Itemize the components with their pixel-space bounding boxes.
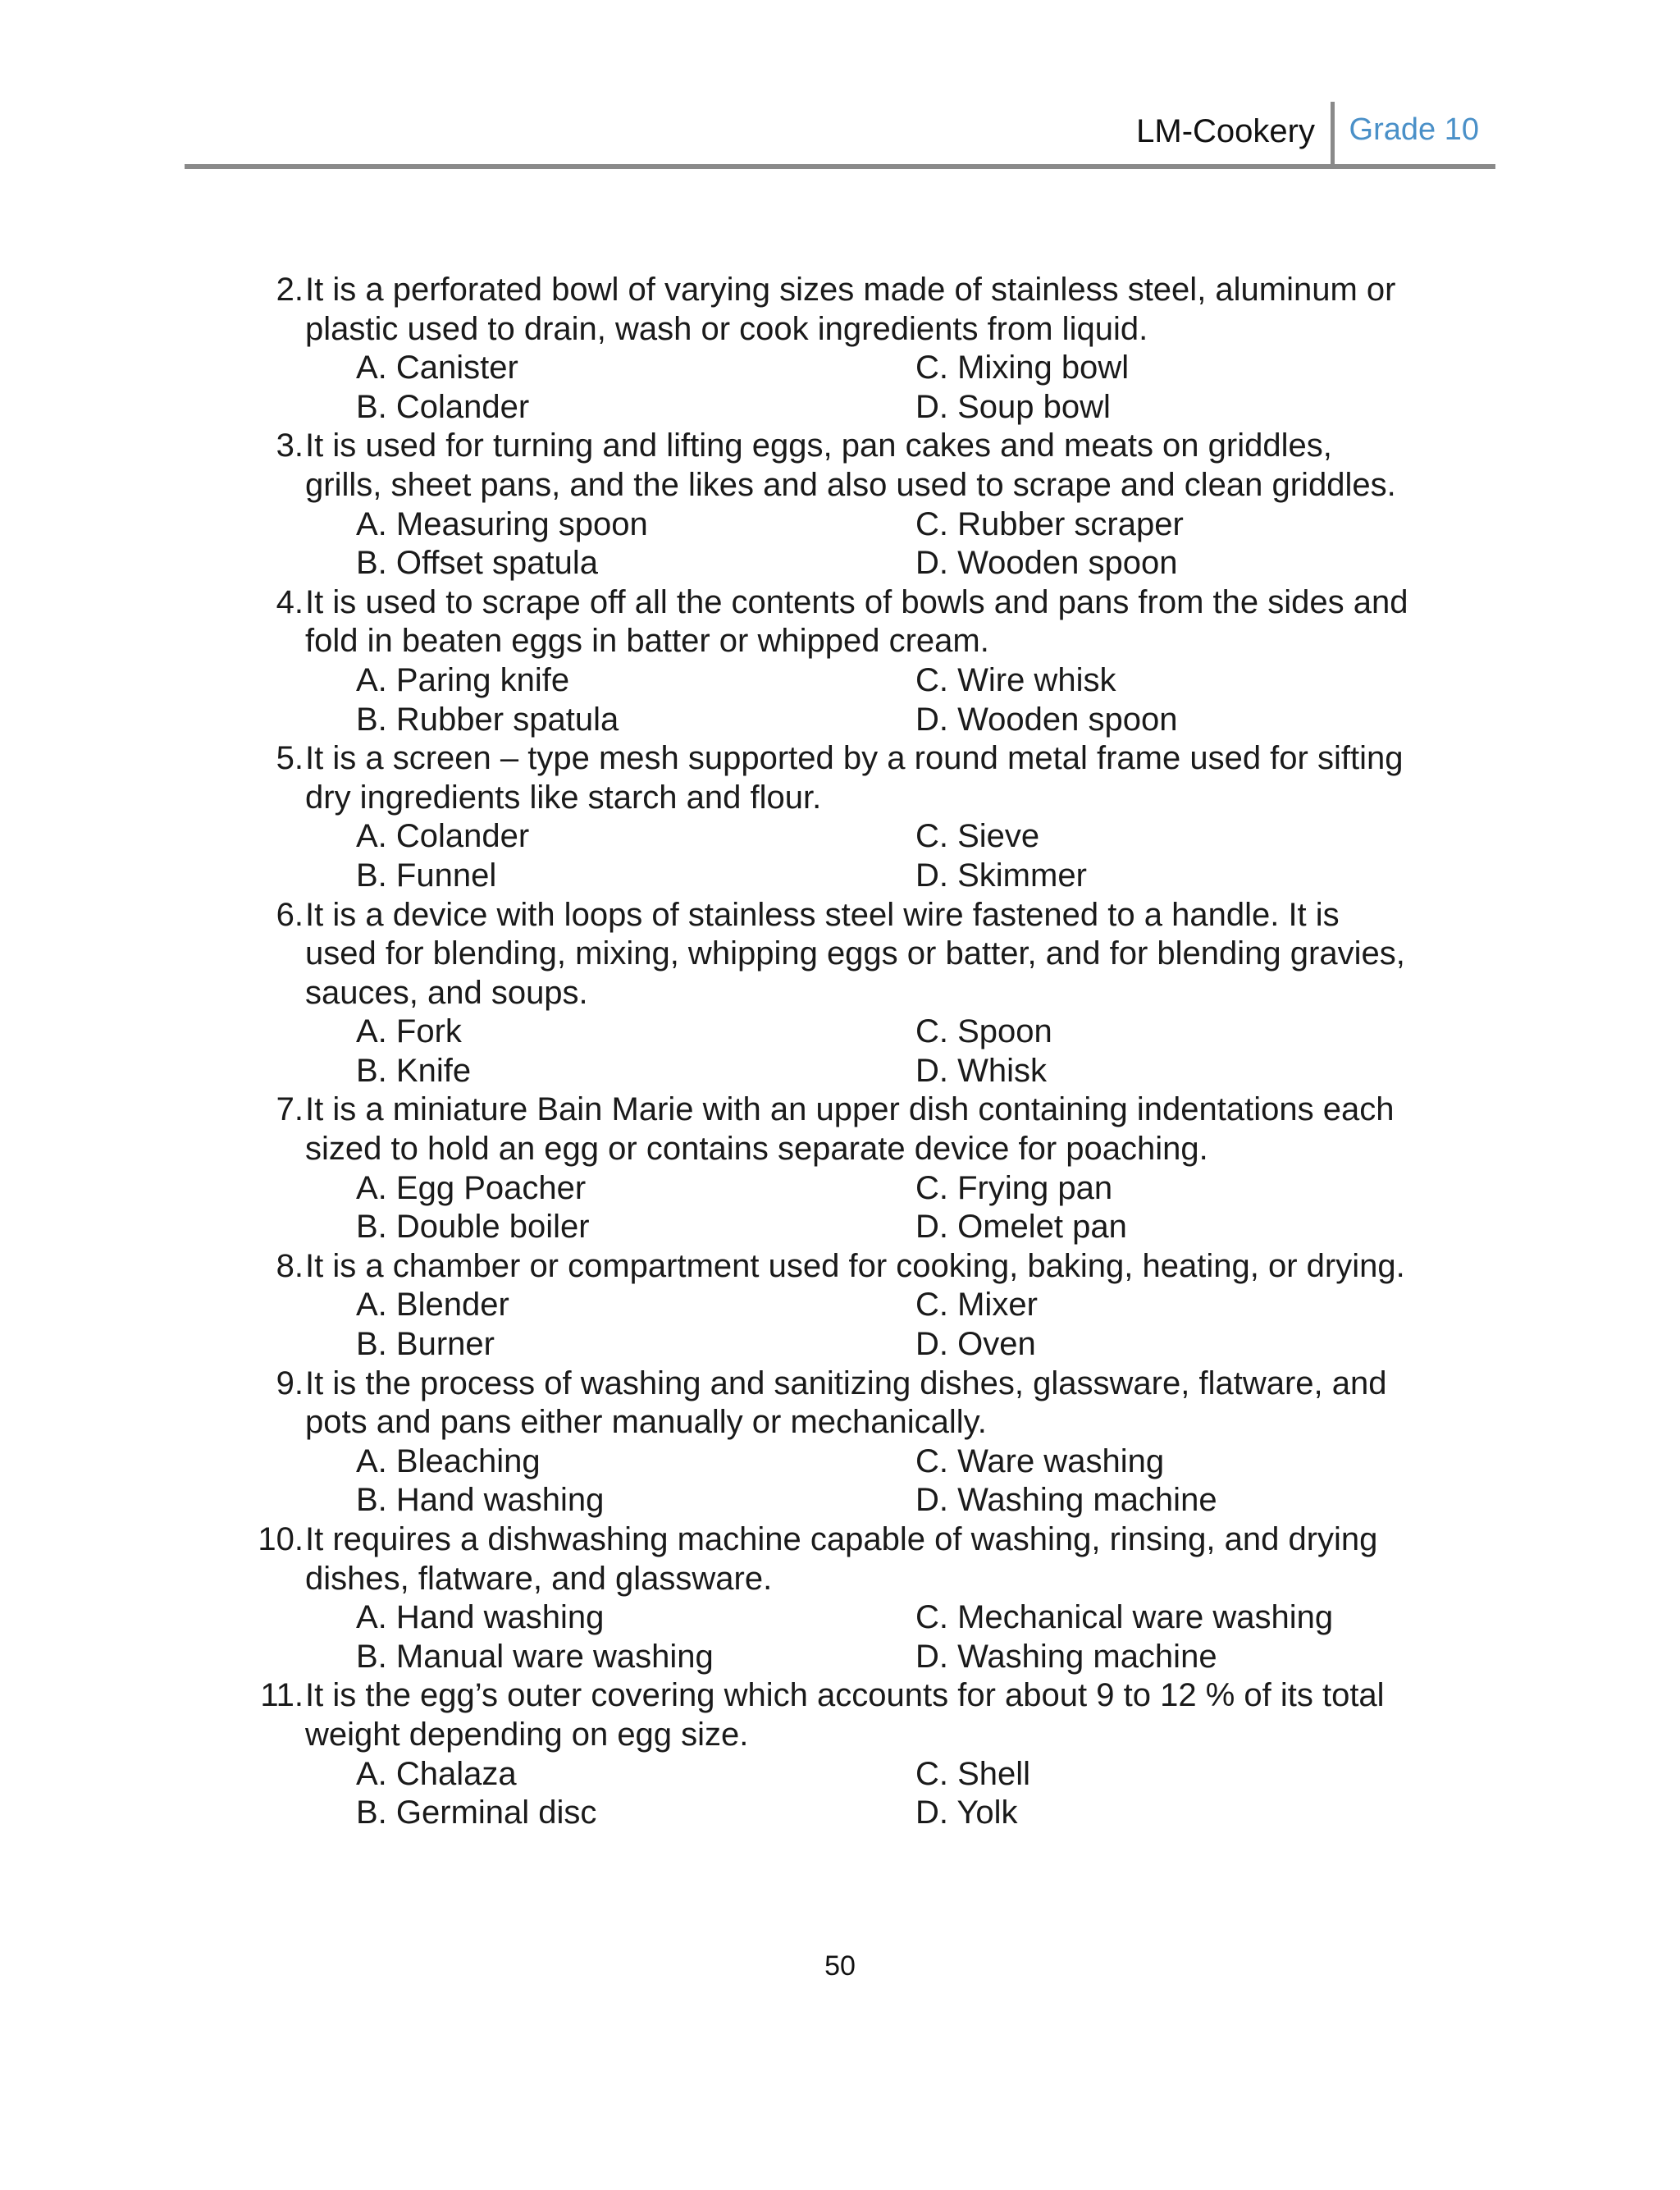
header-divider	[1331, 102, 1335, 166]
answer-option: D. Yolk	[915, 1795, 1018, 1831]
answer-option: D. Washing machine	[915, 1482, 1217, 1519]
answer-options	[356, 1442, 1411, 1520]
answer-options	[356, 1013, 1411, 1090]
question-number: 11.	[260, 1677, 304, 1714]
answer-option: A. Paring knife	[356, 661, 570, 698]
answer-option: B. Burner	[356, 1326, 495, 1363]
answer-option: D. Wooden spoon	[915, 545, 1178, 582]
question-number: 5.	[276, 740, 304, 777]
answer-option: C. Frying pan	[915, 1169, 1113, 1206]
answer-option: C. Mechanical ware washing	[915, 1599, 1334, 1636]
answer-option: A. Canister	[356, 350, 518, 386]
question-number: 3.	[276, 427, 304, 464]
answer-option: D. Oven	[915, 1326, 1036, 1363]
answer-options	[356, 817, 1411, 895]
answer-option: D. Skimmer	[915, 857, 1087, 894]
question-number: 9.	[276, 1365, 304, 1401]
answer-option: C. Spoon	[915, 1013, 1052, 1050]
question-stem: It is used to scrape off all the contents of bowls and pans from the sides and fold in beaten eggs in batter or whipped cream.	[305, 583, 1408, 660]
question-number: 2.	[276, 272, 304, 308]
answer-option: B. Knife	[356, 1052, 472, 1089]
question-stem: It is the process of washing and sanitizing dishes, glassware, flatware, and pots and pans either manually or mechanically.	[305, 1365, 1387, 1441]
answer-option: B. Colander	[356, 388, 530, 425]
answer-option: C. Ware washing	[915, 1442, 1165, 1479]
answer-options	[356, 1598, 1411, 1676]
question-list	[246, 271, 1411, 1833]
answer-option: C. Mixer	[915, 1287, 1038, 1324]
question-item	[246, 583, 1411, 739]
question-item	[246, 1520, 1411, 1676]
answer-option: D. Soup bowl	[915, 388, 1111, 425]
question-item	[246, 739, 1411, 895]
answer-options	[356, 1286, 1411, 1364]
answer-options	[356, 1755, 1411, 1833]
question-number: 4.	[276, 583, 304, 620]
answer-option: B. Rubber spatula	[356, 701, 619, 738]
answer-option: C. Wire whisk	[915, 661, 1116, 698]
answer-option: B. Offset spatula	[356, 545, 598, 582]
question-item	[246, 1365, 1411, 1520]
answer-option: A. Measuring spoon	[356, 505, 648, 542]
question-item	[246, 1676, 1411, 1832]
question-number: 6.	[276, 896, 304, 933]
answer-option: B. Funnel	[356, 857, 497, 894]
answer-option: A. Blender	[356, 1287, 509, 1324]
answer-option: C. Mixing bowl	[915, 350, 1130, 386]
answer-option: B. Manual ware washing	[356, 1638, 714, 1675]
answer-options	[356, 505, 1411, 583]
header-grade: Grade 10	[1349, 112, 1479, 147]
answer-option: B. Germinal disc	[356, 1795, 597, 1831]
question-item	[246, 271, 1411, 427]
question-item	[246, 427, 1411, 583]
question-stem: It requires a dishwashing machine capable of washing, rinsing, and drying dishes, flatware, and glassware.	[305, 1521, 1378, 1597]
header-title: LM-Cookery	[1136, 113, 1315, 149]
question-number: 8.	[276, 1247, 304, 1284]
question-stem: It is a miniature Bain Marie with an upper dish containing indentations each sized to hold an egg or contains separate device for poaching.	[305, 1091, 1395, 1168]
question-item	[246, 896, 1411, 1091]
page-number: 50	[824, 1950, 856, 1982]
question-stem: It is a chamber or compartment used for cooking, baking, heating, or drying.	[305, 1247, 1405, 1284]
question-number: 7.	[276, 1091, 304, 1128]
answer-option: A. Egg Poacher	[356, 1169, 587, 1206]
question-stem: It is a screen – type mesh supported by a round metal frame used for sifting dry ingredients like starch and flour.	[305, 740, 1404, 816]
answer-option: D. Wooden spoon	[915, 701, 1178, 738]
answer-option: D. Washing machine	[915, 1638, 1217, 1675]
answer-options	[356, 349, 1411, 427]
answer-option: B. Hand washing	[356, 1482, 605, 1519]
answer-options	[356, 661, 1411, 739]
question-stem: It is a perforated bowl of varying sizes made of stainless steel, aluminum or plastic used to drain, wash or cook ingredients from liquid.	[305, 272, 1396, 347]
answer-option: D. Omelet pan	[915, 1209, 1127, 1246]
answer-options	[356, 1169, 1411, 1247]
answer-option: D. Whisk	[915, 1052, 1047, 1089]
answer-option: A. Bleaching	[356, 1442, 541, 1479]
question-stem: It is used for turning and lifting eggs, pan cakes and meats on griddles, grills, sheet pans, and the likes and also used to scrape and clean griddles.	[305, 427, 1396, 503]
answer-option: C. Shell	[915, 1755, 1031, 1792]
answer-option: A. Fork	[356, 1013, 462, 1050]
question-number: 10.	[258, 1521, 304, 1557]
question-item	[246, 1247, 1411, 1365]
page-header	[185, 98, 1495, 169]
header-rule	[185, 164, 1495, 169]
question-stem: It is a device with loops of stainless steel wire fastened to a handle. It is used for blending, mixing, whipping eggs or batter, and for blending gravies, sauces, and soups.	[305, 896, 1405, 1011]
answer-option: A. Chalaza	[356, 1755, 517, 1792]
answer-option: C. Rubber scraper	[915, 505, 1184, 542]
answer-option: C. Sieve	[915, 818, 1040, 855]
answer-option: A. Colander	[356, 818, 530, 855]
question-stem: It is the egg’s outer covering which accounts for about 9 to 12 % of its total weight depending on egg size.	[305, 1677, 1385, 1753]
answer-option: B. Double boiler	[356, 1209, 590, 1246]
answer-option: A. Hand washing	[356, 1599, 605, 1636]
question-item	[246, 1090, 1411, 1246]
